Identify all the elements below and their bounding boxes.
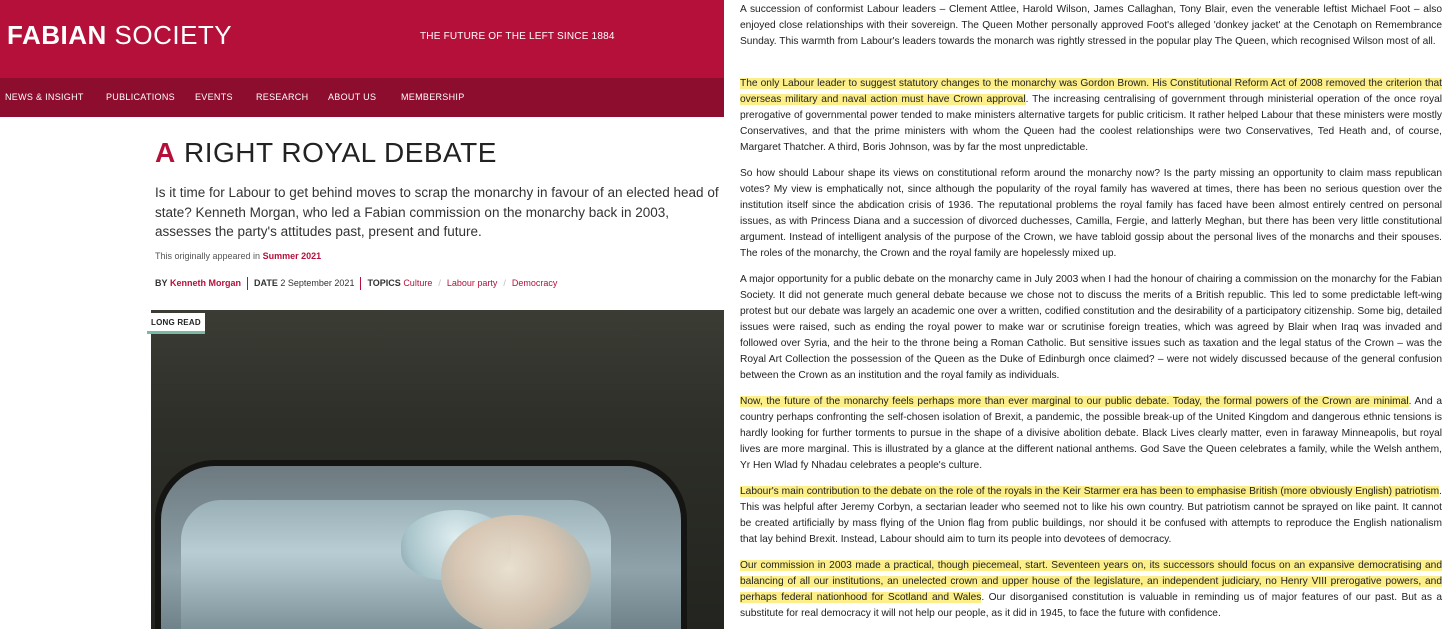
site-logo[interactable] [7,20,232,51]
issue-link[interactable]: Summer 2021 [262,251,322,261]
main-nav [0,78,724,117]
article-standfirst: Is it time for Labour to get behind moves to scrap the monarchy in favour of an elected head of state? Kenneth Morgan, who led a Fabian commission on the monarchy back in 2003, assesses the party's attitudes past, present and future. [155,185,719,239]
logo-light-text: SOCIETY [114,20,233,50]
body-paragraph-7 [740,558,1442,622]
title-text: RIGHT ROYAL DEBATE [184,137,497,168]
topic-separator: / [438,277,441,288]
paragraph-text: . This was helpful after Jeremy Corbyn, a sectarian leader who seemed not to like his own country. But patriotism cannot be sprayed on like paint. It cannot be created artificially by mass flying of the Union flag from public buildings, nor should it be confused with attempts to reproduce the English nationalism that lay behind Brexit. Instead, Labour should aim to turn its people into devotees of democracy. [740,486,1442,545]
long-read-badge: LONG READ [147,313,205,334]
nav-events[interactable]: EVENTS [195,92,233,102]
topic-link-labour-party[interactable]: Labour party [446,277,498,288]
paragraph-text: . Our disorganised constitution is valuable in reminding us of major features of our past. But as a substitute for real democracy it will not help our people, as it did in 1945, to face the future with confidence. [740,592,1443,619]
hero-image-tv-queen [151,310,724,629]
body-paragraph-4: A major opportunity for a public debate on the monarchy came in July 2003 when I had the honour of chairing a commission on the monarchy for the Fabian Society. It did not generate much general debate because we chose not to discuss the merits of a British republic. This led to some predictable left-wing protest but our debate was largely an academic one over a written, codified constitution and the desirability of a participatory citizenship. Some big, detailed issues were raised, such as ending the royal power to make war or scrutinise foreign treaties, which was agreed by Blair when Iraq was invaded and followed over Syria, and the heir to the throne being a Roman Catholic. But sensitive issues such as taxation and the legal status of the Crown – was the Royal Art Collection the possession of the Queen as the Duke of Edinburgh once claimed? – were not widely discussed because of the general confusion between the Crown as an institution and the royal family as individuals. [740,274,1442,381]
body-paragraph-5 [740,394,1442,474]
nav-membership[interactable]: MEMBERSHIP [401,92,465,102]
highlighted-text: The only Labour leader to suggest statutory changes to the monarchy was Gordon Brown. His Constitutional Reform Act of 2008 removed the criterion that overseas military and naval action must have Crown approval [740,78,1442,105]
highlighted-text: Now, the future of the monarchy feels perhaps more than ever marginal to our public debate. Today, the formal powers of the Crown are minimal [740,396,1409,407]
topic-link-culture[interactable]: Culture [403,277,433,288]
nav-publications[interactable]: PUBLICATIONS [106,92,175,102]
article-meta [155,277,557,290]
body-paragraph-1: A succession of conformist Labour leaders – Clement Attlee, Harold Wilson, James Callaghan, Tony Blair, even the venerable leftist Michael Foot – also enjoyed close relationships with their sovereign. The Queen Mother personally approved Foot's alleged 'donkey jacket' at the Cenotaph on Remembrance Sunday. This warmth from Labour's leaders towards the monarch was rightly stressed in the popular play The Queen, which recognised Wilson most of all. [740,4,1442,47]
site-header [0,0,724,78]
logo-bold-text: FABIAN [7,20,107,50]
appeared-prefix: This originally appeared in [155,251,261,261]
site-tagline: THE FUTURE OF THE LEFT SINCE 1884 [420,31,615,42]
highlighted-text: Our commission in 2003 made a practical, though piecemeal, start. Seventeen years on, its successors should focus on an expansive democratising and balancing of all our institutions, an unelected crown and upper house of the legislature, an independent judiciary, no Henry VIII prerogative powers, and perhaps federal nationhood for Scotland and Wales [740,560,1442,603]
page-title [155,137,497,169]
face-shape [441,515,591,629]
topics-label: TOPICS [367,277,401,288]
original-appearance [155,251,321,261]
body-paragraph-3: So how should Labour shape its views on constitutional reform around the monarchy now? Is the party missing an opportunity to claim mass republican votes? My view is emphatically not, since although the popularity of the royal family has wavered at times, there has been no serious question over the institution itself since the abdication crisis of 1936. The reputational problems the royal family has faced have been almost entirely centred on personal issues, as with Princess Diana and a succession of divorced duchesses, Camilla, Fergie, and latterly Meghan, but there has been very little constitutional argument. Instead of intelligent analysis of the purpose of the Crown, we have tabloid gossip about the personal lives of the monarchs and their spouses. The roles of the monarchy, the Crown and the royal family are hopelessly mixed up. [740,168,1442,259]
date-label: DATE [254,277,278,288]
highlighted-text: Labour's main contribution to the debate on the role of the royals in the Keir Starmer era has been to emphasise British (more obviously English) patriotism [740,486,1440,497]
article-page-panel [0,0,724,629]
nav-research[interactable]: RESEARCH [256,92,309,102]
nav-news-insight[interactable]: NEWS & INSIGHT [5,92,84,102]
topic-separator: / [503,277,506,288]
nav-about-us[interactable]: ABOUT US [328,92,377,102]
topic-link-democracy[interactable]: Democracy [511,277,558,288]
meta-divider [360,277,361,290]
body-paragraph-6 [740,484,1442,548]
paragraph-text: . And a country perhaps confronting the self-chosen isolation of Brexit, a pandemic, the possible break-up of the United Kingdom and dangerous ethnic tensions is hardly looking for further torments to pursue in the shape of a divisive abolition debate. Black Lives clearly matter, even in faraway Minneapolis, but royal lives are more marginal. This is illustrated by a glance at the different national anthems. God Save the Queen celebrates a family, while the Welsh anthem, Yr Hen Wlad fy Nhadau celebrates a people's culture. [740,396,1442,471]
meta-divider [247,277,248,290]
article-body-panel [724,0,1456,629]
title-initial: A [155,137,176,168]
article-date: 2 September 2021 [280,277,355,288]
body-paragraph-2 [740,76,1442,156]
author-link[interactable]: Kenneth Morgan [170,277,242,288]
by-label: BY [155,277,168,288]
paragraph-text: . The increasing centralising of government through ministerial operation of the once royal prerogative of governmental power tended to make ministers alternative targets for public criticism. It rather helped Labour that these ministers were mostly Conservatives, and that the prime ministers with whom the Queen had the coolest relationships were two Conservatives, Ted Heath and, of course, Margaret Thatcher. A third, Boris Johnson, was by far the most unpredictable. [740,94,1442,153]
